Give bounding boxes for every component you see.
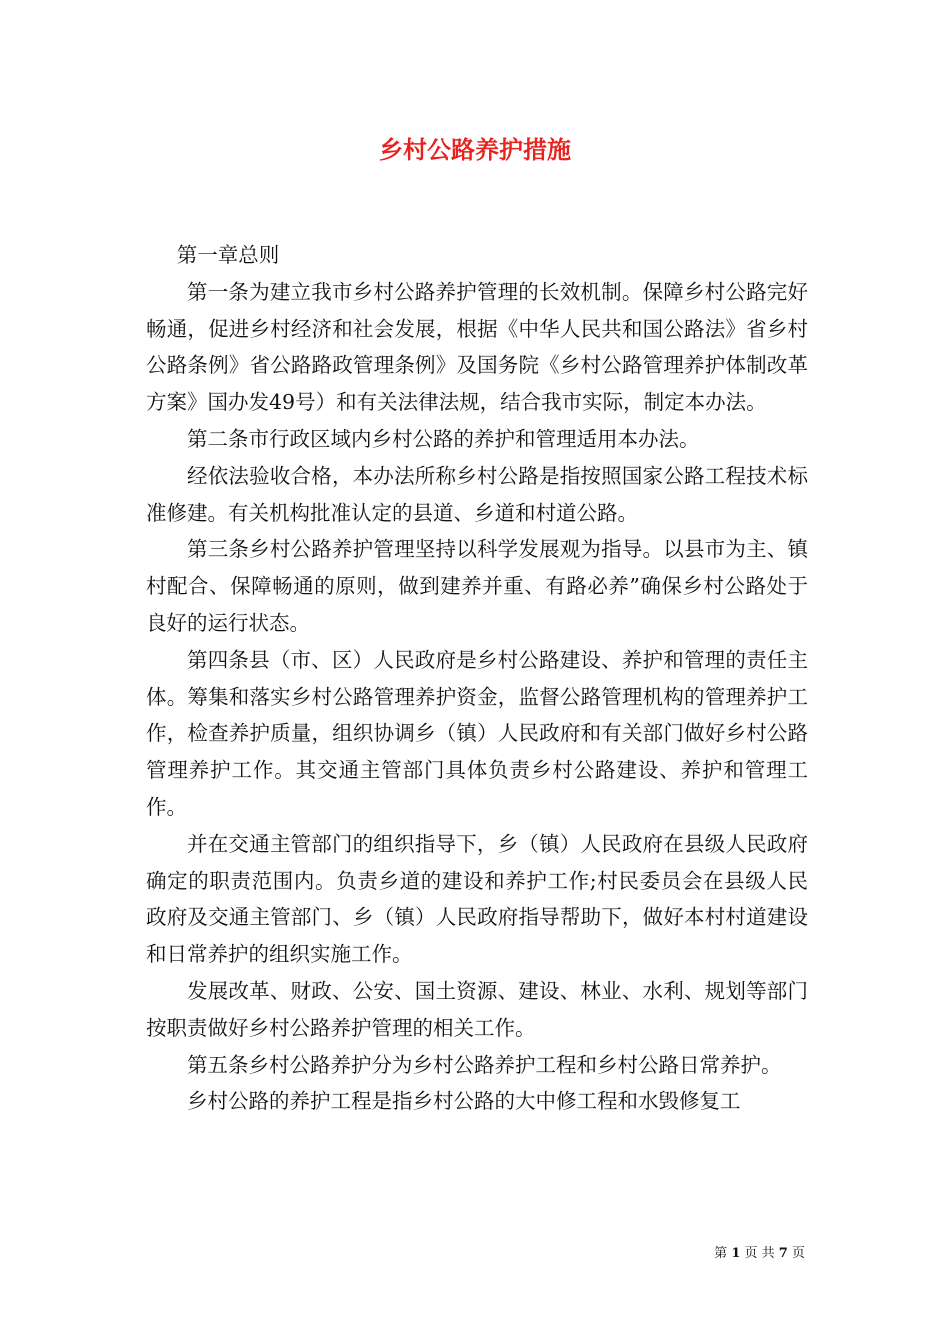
footer-current-page: 1 <box>731 1246 741 1261</box>
page-footer <box>0 1245 805 1263</box>
footer-prefix: 第 <box>714 1246 728 1261</box>
chapter-heading: 第一章总则 <box>176 243 280 267</box>
paragraph-article-3: 第三条乡村公路养护管理坚持以科学发展观为指导。以县市为主、镇村配合、保障畅通的原则，做到建养并重、有路必养”确保乡村公路处于良好的运行状态。 <box>146 537 808 635</box>
paragraph-article-1: 第一条为建立我市乡村公路养护管理的长效机制。保障乡村公路完好畅通，促进乡村经济和社会发展，根据《中华人民共和国公路法》省乡村公路条例》省公路路政管理条例》及国务院《乡村公路管理养护体制改革方案》国办发49号）和有关法律法规，结合我市实际，制定本办法。 <box>146 279 808 415</box>
document-body <box>146 237 808 1120</box>
paragraph-article-4: 第四条县（市、区）人民政府是乡村公路建设、养护和管理的责任主体。筹集和落实乡村公路管理养护资金，监督公路管理机构的管理养护工作，检查养护质量，组织协调乡（镇）人民政府和有关部门做好乡村公路管理养护工作。其交通主管部门具体负责乡村公路建设、养护和管理工作。 <box>146 647 808 819</box>
paragraph-article-4-departments: 发展改革、财政、公安、国土资源、建设、林业、水利、规划等部门按职责做好乡村公路养护管理的相关工作。 <box>146 978 808 1040</box>
footer-suffix: 页 <box>791 1246 805 1261</box>
paragraph-article-2: 第二条市行政区域内乡村公路的养护和管理适用本办法。 <box>187 426 700 451</box>
footer-middle: 页 共 <box>744 1246 775 1261</box>
paragraph-article-2-continued: 经依法验收合格，本办法所称乡村公路是指按照国家公路工程技术标准修建。有关机构批准认定的县道、乡道和村道公路。 <box>146 463 808 525</box>
document-title: 乡村公路养护措施 <box>379 136 571 164</box>
paragraph-article-5: 第五条乡村公路养护分为乡村公路养护工程和乡村公路日常养护。 <box>187 1052 782 1077</box>
paragraph-article-4-continued: 并在交通主管部门的组织指导下，乡（镇）人民政府在县级人民政府确定的职责范围内。负责乡道的建设和养护工作;村民委员会在县级人民政府及交通主管部门、乡（镇）人民政府指导帮助下，做好本村村道建设和日常养护的组织实施工作。 <box>146 831 808 967</box>
footer-total-pages: 7 <box>778 1246 788 1261</box>
paragraph-article-5-continued: 乡村公路的养护工程是指乡村公路的大中修工程和水毁修复工 <box>187 1089 741 1114</box>
